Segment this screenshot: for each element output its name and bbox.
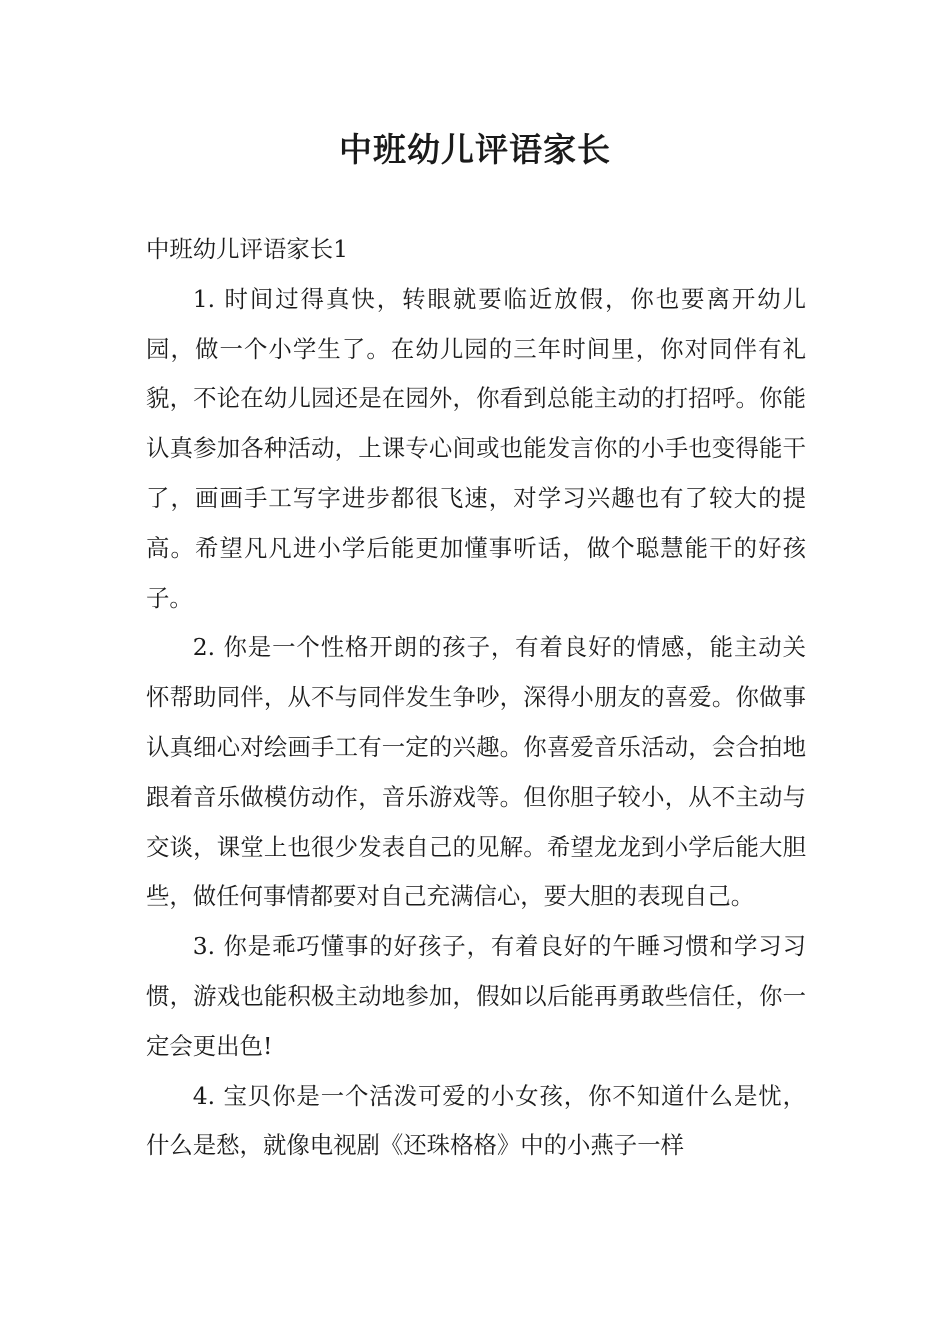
paragraph-1: 1. 时间过得真快，转眼就要临近放假，你也要离开幼儿园，做一个小学生了。在幼儿园的三年时间里，你对同伴有礼貌，不论在幼儿园还是在园外，你看到总能主动的打招呼。你能认真参加各种活动，上课专心间或也能发言你的小手也变得能干了，画画手工写字进步都很飞速，对学习兴趣也有了较大的提高。希望凡凡进小学后能更加懂事听话，做个聪慧能干的好孩子。 <box>146 284 806 612</box>
section-heading: 中班幼儿评语家长1 <box>146 235 349 263</box>
paragraph-3: 3. 你是乖巧懂事的好孩子，有着良好的午睡习惯和学习习惯，游戏也能积极主动地参加，假如以后能再勇敢些信任，你一定会更出色! <box>146 932 806 1060</box>
paragraph-2: 2. 你是一个性格开朗的孩子，有着良好的情感，能主动关怀帮助同伴，从不与同伴发生争吵，深得小朋友的喜爱。你做事认真细心对绘画手工有一定的兴趣。你喜爱音乐活动，会合拍地跟着音乐做模仿动作，音乐游戏等。但你胆子较小，从不主动与交谈，课堂上也很少发表自己的见解。希望龙龙到小学后能大胆些，做任何事情都要对自己充满信心，要大胆的表现自己。 <box>146 633 806 911</box>
document-title: 中班幼儿评语家长 <box>339 130 611 169</box>
paragraph-4: 4. 宝贝你是一个活泼可爱的小女孩，你不知道什么是忧，什么是愁，就像电视剧《还珠格格》中的小燕子一样 <box>146 1081 806 1160</box>
document-body <box>146 225 806 1171</box>
